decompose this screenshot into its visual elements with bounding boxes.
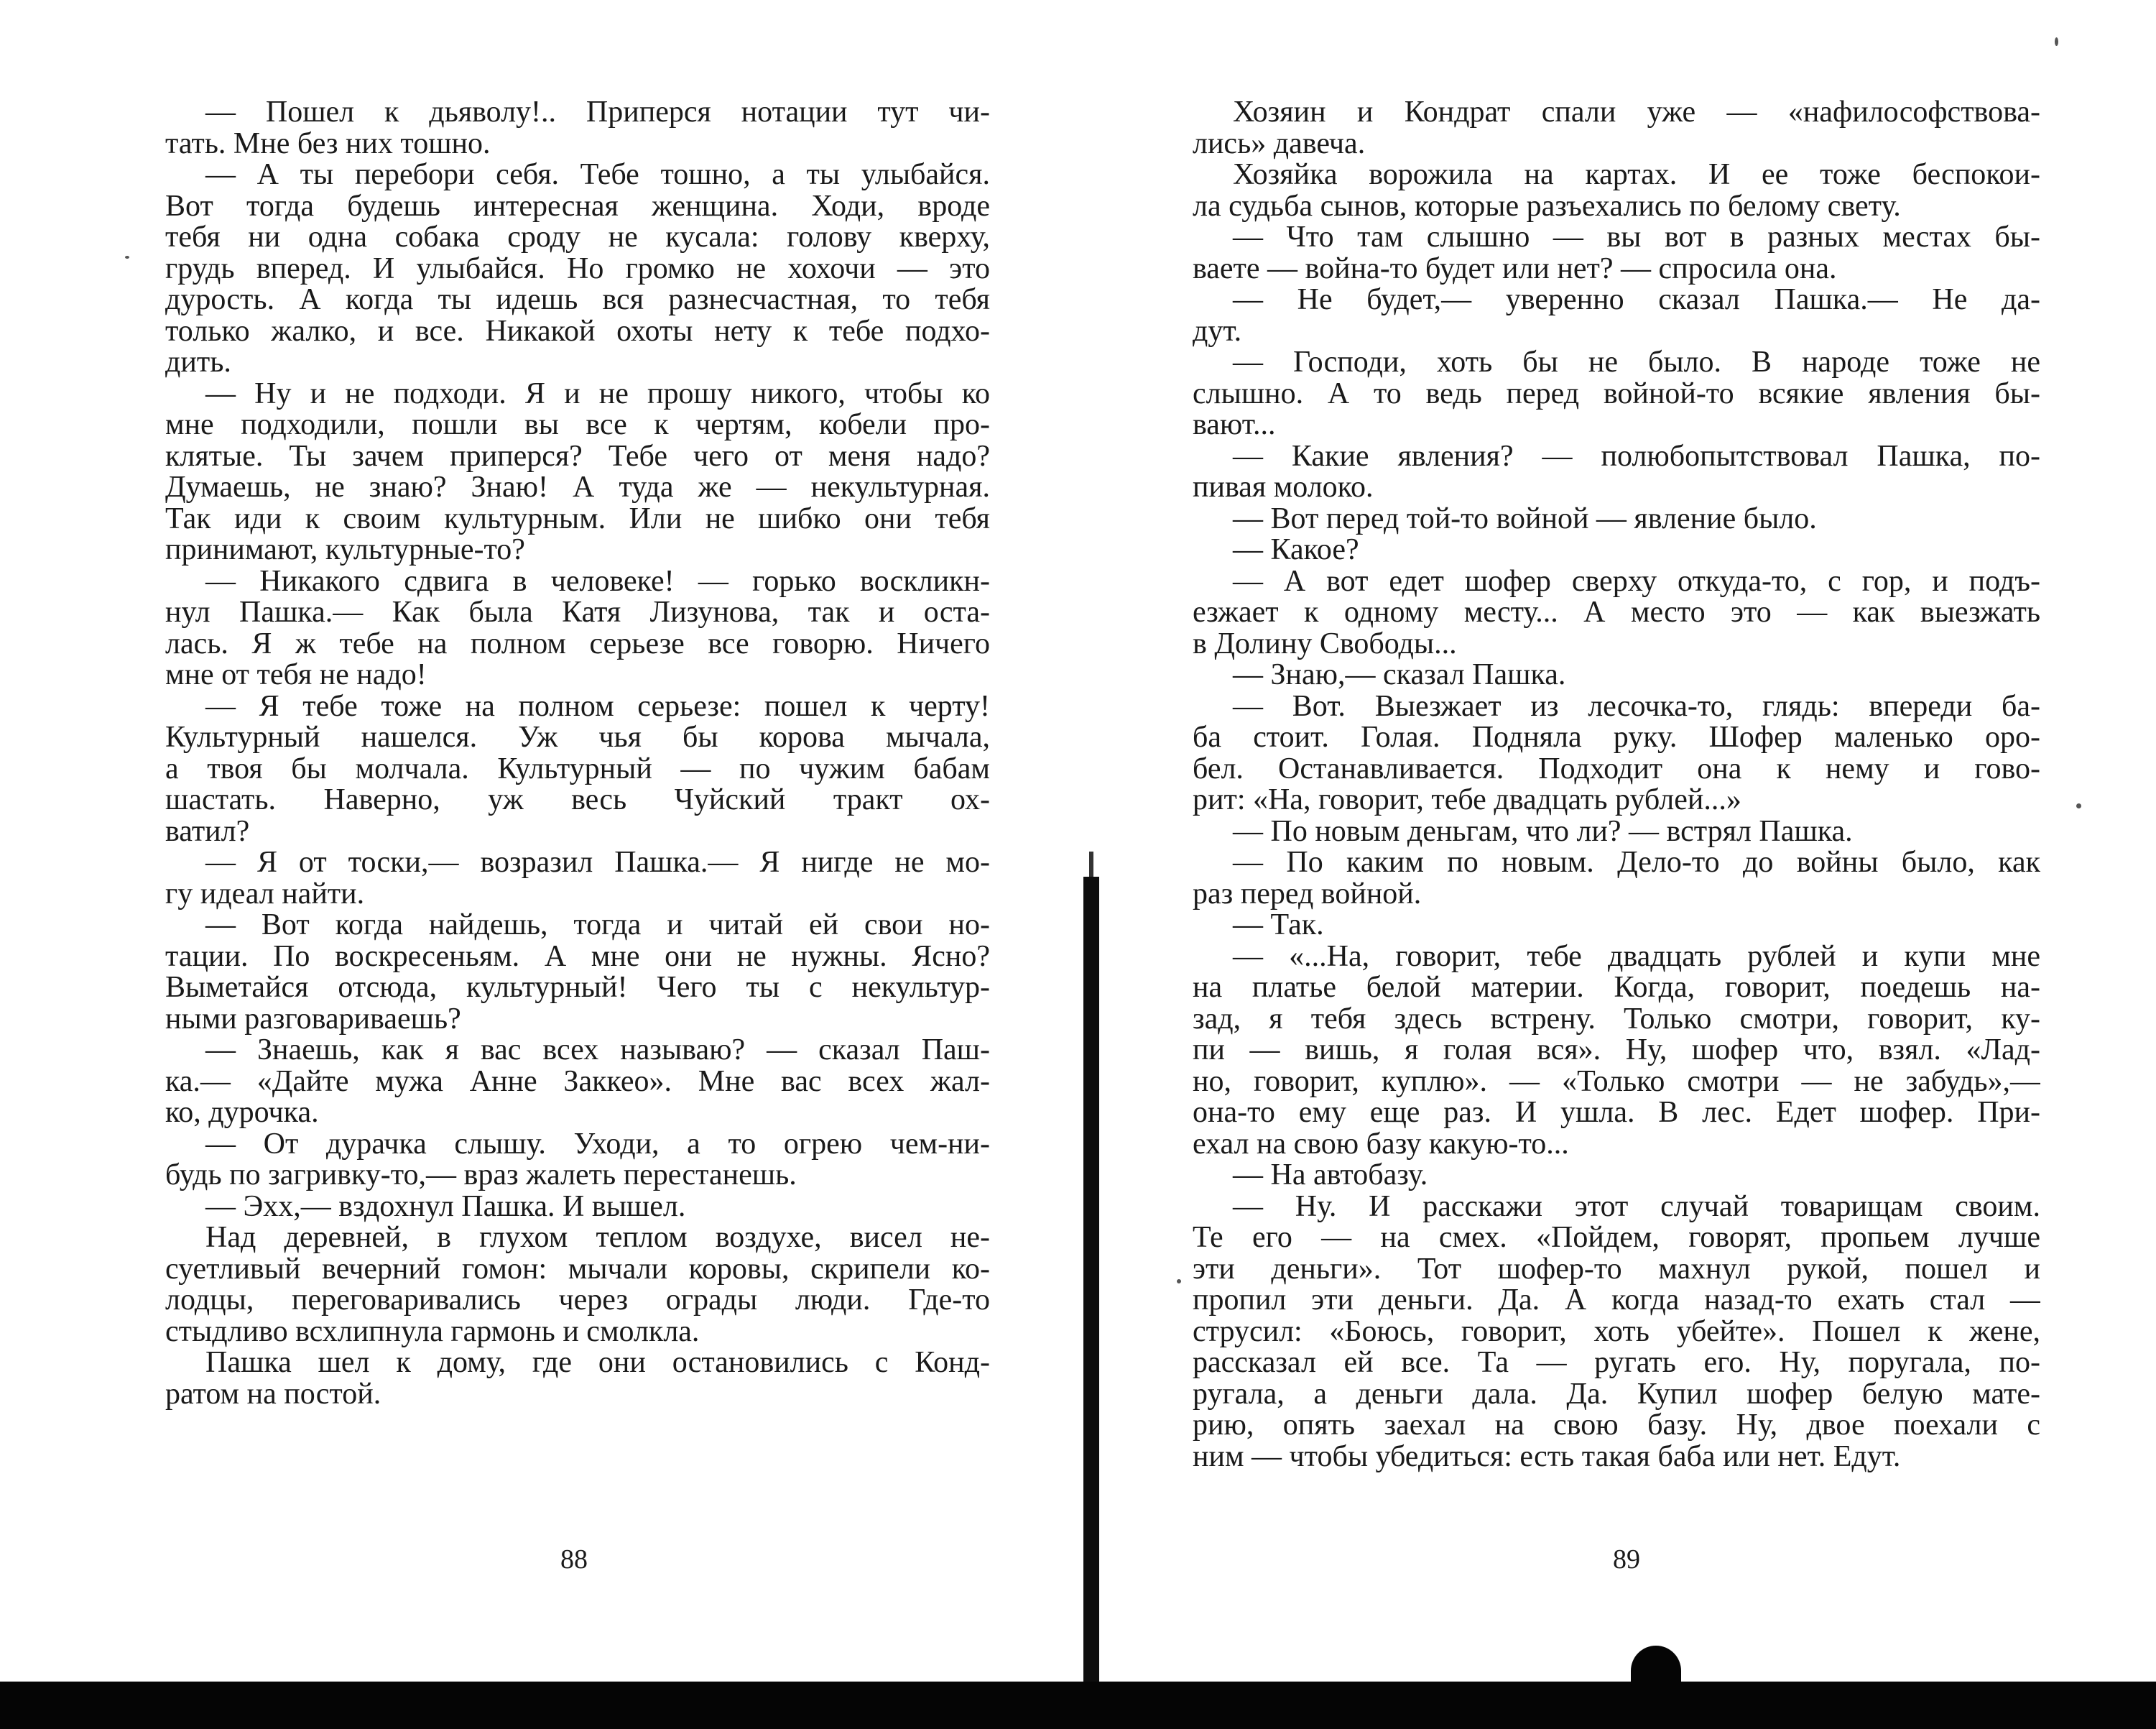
text-line: — На автобазу. <box>1233 1160 1428 1191</box>
text-line: бел. Останавливается. Подходит она к нему и гово- <box>1193 753 2040 785</box>
text-line: — «...На, говорит, тебе двадцать рублей и купи мне <box>1233 941 2040 972</box>
text-line: грудь вперед. И улыбайся. Но громко не хохочи — это <box>165 253 990 285</box>
scan-bottom-edge <box>0 1682 2156 1729</box>
scan-speck <box>2055 37 2058 46</box>
text-line: клятые. Ты зачем приперся? Тебе чего от меня надо? <box>165 441 990 472</box>
text-line: слышно. А то ведь перед войной-то всякие явления бы- <box>1193 378 2040 410</box>
text-line: гу идеал найти. <box>165 878 365 910</box>
text-line: — Какие явления? — полюбопытствовал Пашка, по- <box>1233 441 2040 472</box>
text-line: — По новым деньгам, что ли? — встрял Пашка. <box>1233 816 1853 847</box>
text-line: Так иди к своим культурным. Или не шибко они тебя <box>165 503 990 535</box>
text-line: рит: «На, говорит, тебе двадцать рублей...» <box>1193 785 1741 816</box>
text-line: ными разговариваешь? <box>165 1003 461 1035</box>
text-line: езжает к одному месту... А место это — как выезжать <box>1193 597 2040 629</box>
text-line: — От дурачка слышу. Уходи, а то огрею чем-ни- <box>205 1128 990 1160</box>
text-line: ка.— «Дайте мужа Анне Заккео». Мне вас всех жал- <box>165 1066 990 1097</box>
text-line: ваете — война-то будет или нет? — спросила она. <box>1193 253 1837 285</box>
text-line: Пашка шел к дому, где они остановились с Конд- <box>205 1347 990 1379</box>
text-line: — Пошел к дьяволу!.. Приперся нотации тут чи- <box>205 97 990 129</box>
text-line: тебя ни одна собака сроду не кусала: голову кверху, <box>165 222 990 254</box>
text-line: — Я тебе тоже на полном серьезе: пошел к черту! <box>205 691 990 722</box>
text-line: — А ты перебори себя. Тебе тошно, а ты улыбайся. <box>205 160 990 191</box>
text-line: — Я от тоски,— возразил Пашка.— Я нигде не мо- <box>205 847 990 879</box>
scan-speck <box>125 256 129 259</box>
scan-speck <box>1177 1279 1181 1283</box>
text-line: дить. <box>165 347 231 379</box>
text-line: в Долину Свободы... <box>1193 628 1457 660</box>
text-line: — Знаю,— сказал Пашка. <box>1233 660 1566 691</box>
text-line: но, говорит, куплю». — «Только смотри — не забудь»,— <box>1193 1066 2040 1097</box>
text-line: — По каким по новым. Дело-то до войны было, как <box>1233 847 2040 879</box>
text-line: зад, я тебя здесь встрену. Только смотри, говорит, ку- <box>1193 1003 2040 1035</box>
binding-gutter-shadow <box>1083 877 1099 1703</box>
text-line: принимают, культурные-то? <box>165 535 525 566</box>
text-line: ехал на свою базу какую-то... <box>1193 1128 1569 1160</box>
text-line: рию, опять заехал на свою базу. Ну, двое поехали с <box>1193 1410 2040 1442</box>
text-line: вают... <box>1193 410 1276 441</box>
text-line: ругала, а деньги дала. Да. Купил шофер белую мате- <box>1193 1378 2040 1410</box>
text-line: раз перед войной. <box>1193 878 1422 910</box>
text-line: — Никакого сдвига в человеке! — горько воскликн- <box>205 566 990 597</box>
text-line: — Вот. Выезжает из лесочка-то, глядь: впереди ба- <box>1233 691 2040 722</box>
page-number-left: 88 <box>560 1544 588 1574</box>
text-line: рассказал ей все. Та — ругать его. Ну, поругала, по- <box>1193 1347 2040 1379</box>
text-line: ватил? <box>165 816 250 847</box>
text-line: ко, дурочка. <box>165 1097 319 1129</box>
text-line: пивая молоко. <box>1193 472 1374 504</box>
text-line: — Какое? <box>1233 535 1359 566</box>
page-number-right: 89 <box>1613 1544 1640 1574</box>
text-line: Выметайся отсюда, культурный! Чего ты с некультур- <box>165 972 990 1004</box>
text-line: Культурный нашелся. Уж чья бы корова мычала, <box>165 722 990 754</box>
text-line: ла судьба сынов, которые разъехались по белому свету. <box>1193 190 1901 222</box>
text-line: дут. <box>1193 315 1242 347</box>
scan-speck <box>2076 803 2081 808</box>
left-page <box>165 97 990 1410</box>
text-line: ратом на постой. <box>165 1378 381 1410</box>
text-line: тации. По воскресеньям. А мне они не нужны. Ясно? <box>165 941 990 972</box>
text-line: — Ну. И расскажи этот случай товарищам своим. <box>1233 1191 2040 1222</box>
text-line: мне от тебя не надо! <box>165 660 427 691</box>
text-line: лись» давеча. <box>1193 128 1366 160</box>
text-line: ба стоит. Голая. Подняла руку. Шофер маленько оро- <box>1193 722 2040 754</box>
text-line: — Что там слышно — вы вот в разных местах бы- <box>1233 222 2040 254</box>
text-line: дурость. А когда ты идешь вся разнесчастная, то тебя <box>165 285 990 316</box>
text-line: она-то ему еще раз. И ушла. В лес. Едет шофер. При- <box>1193 1097 2040 1129</box>
text-line: на платье белой материи. Когда, говорит, поедешь на- <box>1193 972 2040 1004</box>
text-line: пропил эти деньги. Да. А когда назад-то ехать стал — <box>1193 1285 2040 1317</box>
text-line: шастать. Наверно, уж весь Чуйский тракт ох- <box>165 785 990 816</box>
text-line: — Знаешь, как я вас всех называю? — сказал Паш- <box>205 1035 990 1066</box>
text-line: — Вот перед той-то войной — явление было. <box>1233 503 1817 535</box>
text-line: — Не будет,— уверенно сказал Пашка.— Не да- <box>1233 285 2040 316</box>
text-line: лодцы, переговаривались через ограды люди. Где-то <box>165 1285 990 1317</box>
text-line: Те его — на смех. «Пойдем, говорят, пропьем лучше <box>1193 1222 2040 1254</box>
text-line: мне подходили, пошли вы все к чертям, кобели про- <box>165 410 990 441</box>
text-line: суетливый вечерний гомон: мычали коровы, скрипели ко- <box>165 1253 990 1285</box>
text-line: — А вот едет шофер сверху откуда-то, с гор, и подъ- <box>1233 566 2040 597</box>
text-line: — Вот когда найдешь, тогда и читай ей свои но- <box>205 910 990 941</box>
text-line: — Так. <box>1233 910 1324 941</box>
text-line: будь по загривку-то,— враз жалеть перестанешь. <box>165 1160 797 1191</box>
text-line: только жалко, и все. Никакой охоты нету к тебе подхо- <box>165 315 990 347</box>
text-line: стыдливо всхлипнула гармонь и смолкла. <box>165 1316 700 1347</box>
text-line: Вот тогда будешь интересная женщина. Ходи, вроде <box>165 190 990 222</box>
text-line: Хозяин и Кондрат спали уже — «нафилософствова- <box>1233 97 2040 129</box>
text-line: Думаешь, не знаю? Знаю! А туда же — некультурная. <box>165 472 990 504</box>
text-line: лась. Я ж тебе на полном серьезе все говорю. Ничего <box>165 628 990 660</box>
text-line: — Эхх,— вздохнул Пашка. И вышел. <box>205 1191 686 1222</box>
text-line: а твоя бы молчала. Культурный — по чужим бабам <box>165 753 990 785</box>
right-page <box>1193 97 2040 1472</box>
text-line: ним — чтобы убедиться: есть такая баба или нет. Едут. <box>1193 1441 1901 1472</box>
text-line: Над деревней, в глухом теплом воздухе, висел не- <box>205 1222 990 1254</box>
text-line: нул Пашка.— Как была Катя Лизунова, так и оста- <box>165 597 990 629</box>
text-line: пи — вишь, я голая вся». Ну, шофер что, взял. «Лад- <box>1193 1035 2040 1066</box>
text-line: эти деньги». Тот шофер-то махнул рукой, пошел и <box>1193 1253 2040 1285</box>
text-line: — Господи, хоть бы не было. В народе тоже не <box>1233 347 2040 379</box>
text-line: Хозяйка ворожила на картах. И ее тоже беспокои- <box>1233 160 2040 191</box>
text-line: тать. Мне без них тошно. <box>165 128 491 160</box>
text-line: струсил: «Боюсь, говорит, хоть убейте». Пошел к жене, <box>1193 1316 2040 1347</box>
text-line: — Ну и не подходи. Я и не прошу никого, чтобы ко <box>205 378 990 410</box>
